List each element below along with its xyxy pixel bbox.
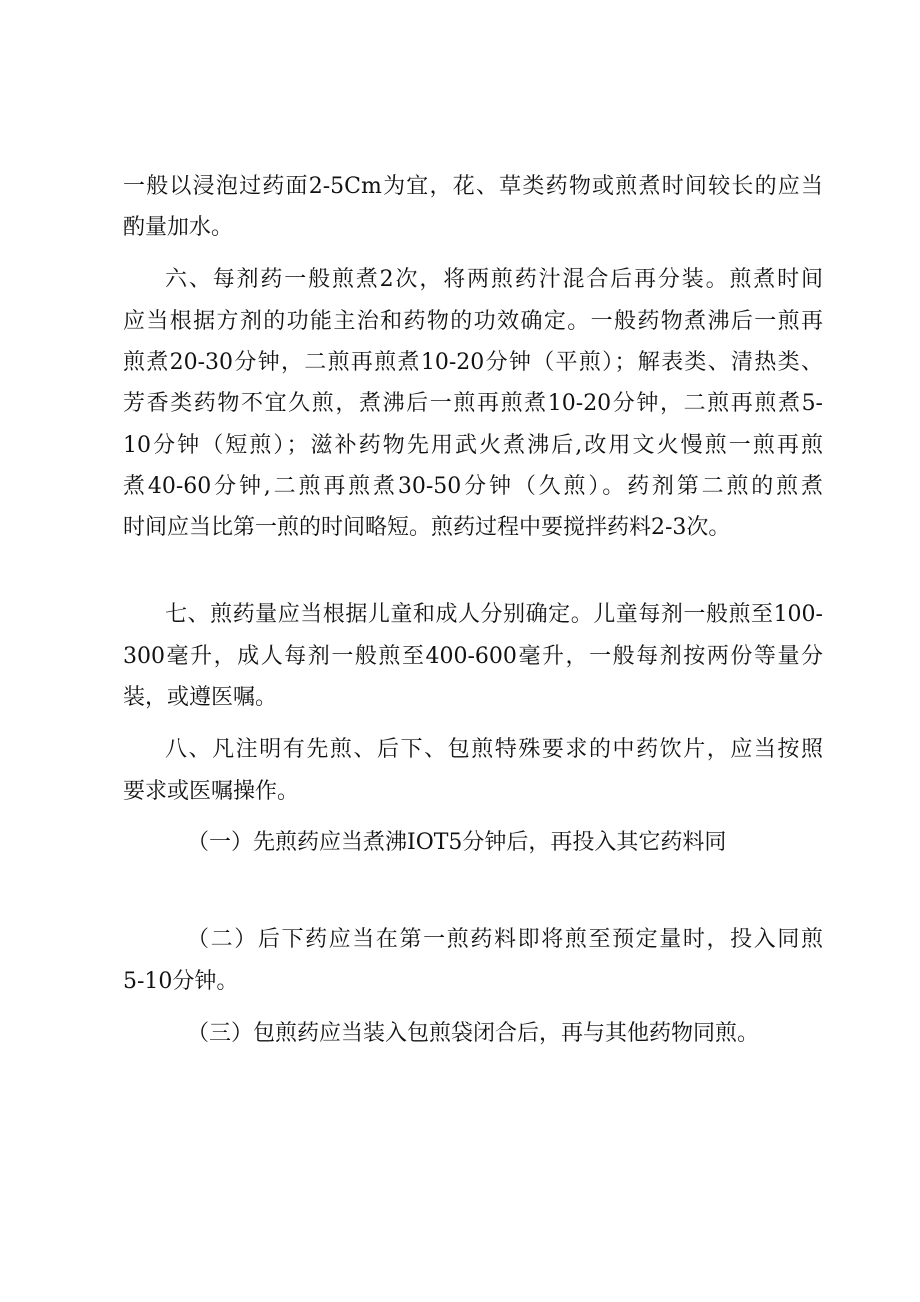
text-line-2: 酌量加水。 [123, 215, 234, 240]
subitem-1: （一）先煎药应当煮沸IOT5分钟后，再投入其它药料同 [187, 830, 727, 855]
paragraph-7-line-3: 装，或遵医嘱。 [123, 685, 278, 710]
subitem-2-line-2: 5-10分钟。 [123, 969, 239, 994]
subitem-3: （三）包煎药应当装入包煎袋闭合后，再与其他药物同煎。 [187, 1021, 760, 1046]
paragraph-8-line-2: 要求或医嘱操作。 [123, 779, 300, 804]
paragraph-6-line-4: 芳香类药物不宜久煎，煮沸后一煎再煎煮10-20分钟，二煎再煎煮5- [123, 391, 823, 416]
paragraph-6-line-2: 应当根据方剂的功能主治和药物的功效确定。一般药物煮沸后一煎再 [123, 309, 823, 334]
paragraph-7-line-1: 七、煎药量应当根据儿童和成人分别确定。儿童每剂一般煎至100- [165, 602, 823, 627]
paragraph-6-line-3: 煎煮20-30分钟，二煎再煎煮10-20分钟（平煎）；解表类、清热类、 [123, 350, 823, 375]
subitem-2-line-1: （二）后下药应当在第一煎药料即将煎至预定量时，投入同煎 [187, 927, 823, 952]
paragraph-6-line-7: 时间应当比第一煎的时间略短。煎药过程中要搅拌药料2-3次。 [123, 515, 731, 540]
paragraph-6-line-1: 六、每剂药一般煎煮2次，将两煎药汁混合后再分装。煎煮时间 [165, 267, 823, 292]
paragraph-8-line-1: 八、凡注明有先煎、后下、包煎特殊要求的中药饮片，应当按照 [165, 737, 823, 762]
paragraph-6-line-5: 10分钟（短煎）；滋补药物先用武火煮沸后,改用文火慢煎一煎再煎 [123, 433, 823, 458]
paragraph-7-line-2: 300毫升，成人每剂一般煎至400-600毫升，一般每剂按两份等量分 [123, 644, 823, 669]
paragraph-6-line-6: 煮40-60分钟,二煎再煎煮30-50分钟（久煎）。药剂第二煎的煎煮 [123, 474, 823, 499]
text-line-1: 一般以浸泡过药面2-5Cm为宜，花、草类药物或煎煮时间较长的应当 [123, 174, 823, 199]
